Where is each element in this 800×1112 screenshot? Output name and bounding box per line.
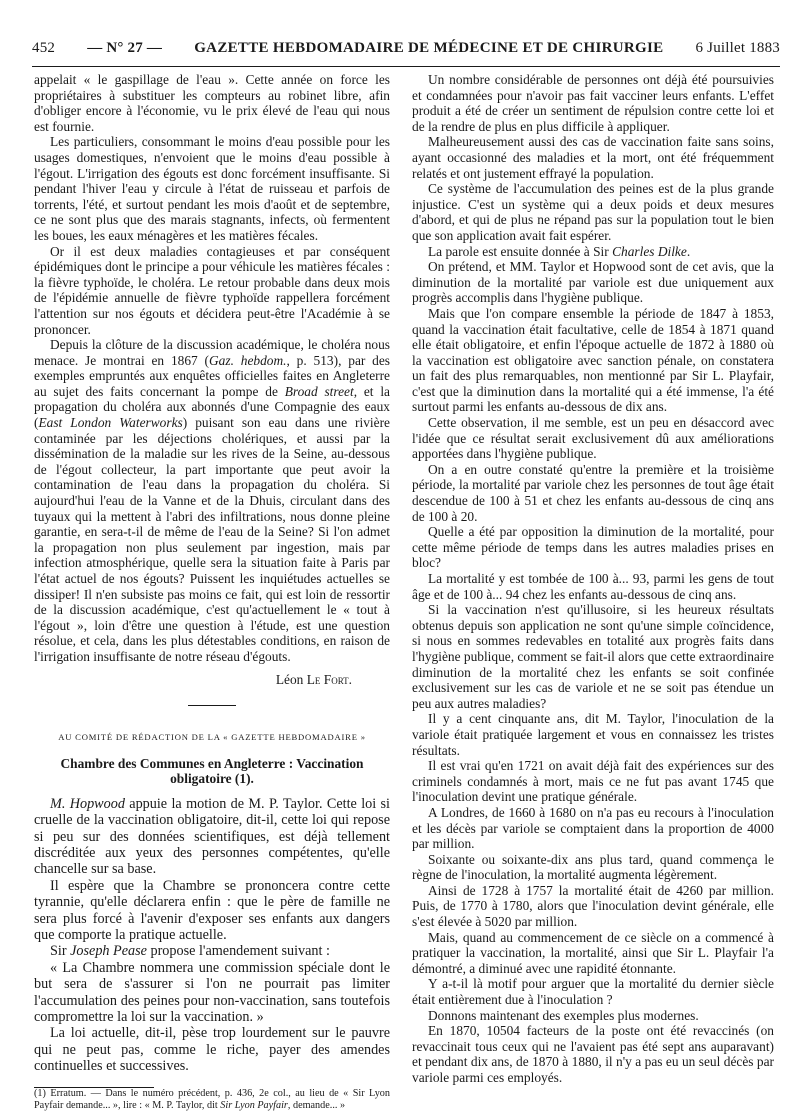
paragraph: appelait « le gaspillage de l'eau ». Cette année on force les propriétaires à substituer les compteurs au robinet libre, afin d'obliger encore à l'économie, vu le prix élevé de l'eau qui nous est fournie. bbox=[34, 72, 390, 134]
paragraph bbox=[34, 796, 390, 878]
right-column bbox=[412, 72, 774, 1086]
text-run: La parole est ensuite donnée à Sir bbox=[428, 243, 613, 259]
text-run: . bbox=[686, 243, 691, 259]
text-run: (1) Erratum. — Dans le numéro précédent, p. 436, 2e col., au lieu de « Sir Lyon Payfair demande... », lire : « M. P. Taylor, dit bbox=[34, 1087, 390, 1112]
journal-title: GAZETTE HEBDOMADAIRE DE MÉDECINE ET DE CHIRURGIE bbox=[194, 40, 664, 56]
paragraph: Mais, quand au commencement de ce siècle on a commencé à pratiquer la vaccination, la mortalité, ainsi que Sir L. Playfair l'a démontré, a diminué avec une rapidité étonnante. bbox=[412, 929, 774, 976]
paragraph: Y a-t-il là motif pour arguer que la mortalité du dernier siècle était entièrement due à l'inoculation ? bbox=[412, 976, 774, 1008]
footnote-italic: Sir Lyon Payfair bbox=[220, 1100, 288, 1112]
paragraph: Il est vrai qu'en 1721 on avait déjà fait des expériences sur des criminels condamnés à mort, mais ce ne fut pas avant 1745 que l'inoculation devint une pratique générale. bbox=[412, 758, 774, 805]
paragraph: La loi actuelle, dit-il, pèse trop lourdement sur le pauvre qui ne peut pas, comme le riche, payer des amendes continuelles et successives. bbox=[34, 1025, 390, 1075]
paragraph: La mortalité y est tombée de 100 à... 93, parmi les gens de tout âge et de 100 à... 94 chez les enfants au-dessous de cinq ans. bbox=[412, 571, 774, 602]
paragraph: Un nombre considérable de personnes ont déjà été poursuivies et condamnées pour n'avoir pas fait vacciner leurs enfants. L'effet produit a été de créer un sentiment de répulsion contre cette loi et de la rendre de plus en plus difficile à appliquer. bbox=[412, 72, 774, 134]
section-heading: AU COMITÉ DE RÉDACTION DE LA « GAZETTE HEBDOMADAIRE » bbox=[58, 732, 366, 743]
paragraph: Il espère que la Chambre se prononcera contre cette tyrannie, qu'elle déclarera enfin : que le père de famille ne sera plus forcé à l'avenir d'exposer ses enfants aux dangers que comporte la pratique actuelle. bbox=[34, 877, 390, 943]
paragraph: Mais que l'on compare ensemble la période de 1847 à 1853, quand la vaccination était facultative, celle de 1854 à 1871 quand elle était obligatoire, et enfin l'époque actuelle de 1872 à 1880 où la vaccination est obligatoire avec sanction pénale, on constatera un fait des plus remarquables, non mentionné par Sir L. Playfair, c'est que la diminution dans la mortalité qui a été immense, l'a été surtout parmi les enfants au-dessous de dix ans. bbox=[412, 305, 774, 415]
text-run: propose l'amendement suivant : bbox=[146, 943, 330, 960]
paragraph: Malheureusement aussi des cas de vaccination faite sans soins, ayant occasionné des maladies et la mort, ont été fréquemment relatés et ont justement effrayé la population. bbox=[412, 134, 774, 181]
article-subheading: Chambre des Communes en Angleterre : Vaccination obligatoire (1). bbox=[60, 755, 364, 786]
citation-italic: Gaz. hebdom. bbox=[209, 352, 287, 368]
speaker-name: Charles Dilke bbox=[612, 243, 687, 259]
text-run: Sir bbox=[50, 943, 71, 960]
place-italic: Broad street bbox=[284, 383, 354, 399]
signature-last: Le Fort. bbox=[306, 671, 352, 687]
page-number: 452 bbox=[32, 40, 56, 56]
author-signature bbox=[34, 672, 390, 688]
paragraph: Donnons maintenant des exemples plus modernes. bbox=[428, 1007, 699, 1023]
paragraph: On prétend, et MM. Taylor et Hopwood sont de cet avis, que la diminution de la mortalité par variole est due uniquement aux progrès accomplis dans l'hygiène publique. bbox=[412, 259, 774, 306]
footnote bbox=[34, 1088, 390, 1112]
issue-number: — N° 27 — bbox=[87, 40, 163, 56]
paragraph: Or il est deux maladies contagieuses et par conséquent épidémiques dont le principe a pour véhicule les matières fécales : la fièvre typhoïde, le choléra. Le retour probable dans deux mois de l'épidémie annuelle de fièvre typhoïde rappellera forcément l'attention sur nos égouts et décidera peut-être l'Académie à se prononcer. bbox=[34, 243, 390, 337]
header-rule bbox=[32, 66, 780, 67]
left-column bbox=[34, 72, 390, 1112]
paragraph bbox=[34, 943, 390, 959]
paragraph: Il y a cent cinquante ans, dit M. Taylor, l'inoculation de la variole était pratiquée largement et vous en connaissez les tristes résultats. bbox=[412, 711, 774, 758]
paragraph: Quelle a été par opposition la diminution de la mortalité, pour cette même période de temps dans les autres maladies prises en bloc? bbox=[412, 524, 774, 571]
paragraph: En 1870, 10504 facteurs de la poste ont été revaccinés (on revaccinait tous ceux qui ne l'avaient pas été sept ans auparavant) et pendant dix ans, de 1870 à 1880, il n'y a pas eu un seul décès par variole parmi ces employés. bbox=[412, 1023, 774, 1085]
speaker-name: M. Hopwood bbox=[50, 795, 125, 812]
paragraph: Soixante ou soixante-dix ans plus tard, quand commença le règne de l'inoculation, la mortalité augmenta légèrement. bbox=[412, 851, 774, 883]
paragraph: A Londres, de 1660 à 1680 on n'a pas eu recours à l'inoculation et les décès par variole se comptaient dans la proportion de 4000 par million. bbox=[412, 804, 774, 852]
paragraph bbox=[412, 244, 774, 260]
paragraph: Les particuliers, consommant le moins d'eau possible pour les usages domestiques, n'envoient que le moins d'eau possible à l'égout. L'irrigation des égouts est donc forcément insuffisante. Si pendant l'hiver l'eau y circule à l'état de ruisseau et parfois de torrents, l'été, et surtout pendant les mois d'août et de septembre, ce ne sont plus que des marais stagnants, infects, où fermentent les boues, les eaux ménagères et les matières fécales. bbox=[34, 134, 390, 243]
section-divider bbox=[188, 705, 236, 706]
running-header bbox=[32, 40, 780, 66]
text-run: , et la propagation du choléra aux abonnés d'une Compagnie des eaux ( bbox=[34, 383, 390, 431]
company-italic: East London Waterworks bbox=[38, 415, 183, 431]
paragraph: Si la vaccination n'est qu'illusoire, si les heureux résultats obtenus depuis son application ne sont qu'une simple coïncidence, si nous en sommes redevables en totalité aux progrès faits dans l'hygiène publique, comment se fait-il alors que cette extraordinaire diminution de la mortalité chez les enfants se soit confinée exclusivement sur les cas de variole et ne se soit pas étendue un peu aux autres maladies? bbox=[412, 602, 774, 711]
signature-first: Léon bbox=[275, 671, 304, 687]
text-run: Depuis la clôture de la discussion académique, le choléra nous menace. Je montrai en 1867 ( bbox=[34, 337, 390, 368]
text-run: , demande... » bbox=[287, 1100, 346, 1112]
text-run: , p. 513), par des exemples empruntés aux enquêtes officielles faites en Angleterre au sujet des faits concernant la pompe de bbox=[34, 352, 391, 399]
paragraph: On a en outre constaté qu'entre la première et la troisième période, la mortalité par variole chez les personnes de tout âge était descendue de 100 à 51 et chez les enfants au-dessous de cinq ans de 100 à 20. bbox=[412, 461, 774, 524]
paragraph bbox=[34, 337, 390, 664]
text-run: ) puisant son eau dans une rivière contaminée par les déjections cholériques, et aussi par la dissémination de la maladie sur les rives de la Seine, au-dessous de l'égout collecteur, la part importante que peut avoir la contamination de l'eau dans la propagation du choléra. Si aujourd'hui l'eau de la Vanne et de la Dhuis, circulant dans des tuyaux qui la mettent à l'abri des infiltrations, nous donne pleine garantie, en sera-t-il de même de l'eau de la Seine? Si l'on admet la propagation non plus seulement par ingestion, mais par infection atmosphérique, quelle sera la situation faite à Paris par l'état actuel de nos égouts? Puissent les inquiétudes actuelles se dissiper! Il n'en subsiste pas moins ce fait, qui est loin de ressortir de la discussion académique, c'est qu'actuellement le « tout à l'égout », loin d'être une question à l'étude, est une question résolue, et cela, dans les plus détestables conditions, en raison de l'irrigation insuffisante de notre réseau d'égouts. bbox=[34, 415, 390, 664]
paragraph: Ce système de l'accumulation des peines est de la plus grande injustice. C'est un système qui a deux poids et deux mesures d'abord, et qui de plus ne répand pas sur la population tout le bien que son application avait fait espérer. bbox=[412, 181, 774, 243]
paragraph: Cette observation, il me semble, est un peu en désaccord avec l'idée que ce résultat serait exclusivement dû aux améliorations apportées dans l'hygiène publique. bbox=[412, 415, 774, 462]
paragraph: « La Chambre nommera une commission spéciale dont le but sera de s'assurer si l'on ne pourrait pas limiter l'accumulation des peines pour non-vaccination, sans toutefois compromettre la loi sur la vaccination. » bbox=[34, 959, 390, 1026]
paragraph: Ainsi de 1728 à 1757 la mortalité était de 4260 par million. Puis, de 1770 à 1780, alors que l'inoculation devint générale, elle s'est élevée à 5020 par million. bbox=[412, 882, 774, 930]
text-run: appuie la motion de M. P. Taylor. Cette loi si cruelle de la vaccination obligatoire, dit-il, cette loi qui repose si peu sur des données scientifiques, est déjà tellement discréditée aux yeux des personnes compétentes, qu'elle chancelle sur sa base. bbox=[34, 795, 391, 878]
speaker-name: Joseph Pease bbox=[70, 943, 147, 960]
issue-date: 6 Juillet 1883 bbox=[695, 40, 780, 56]
